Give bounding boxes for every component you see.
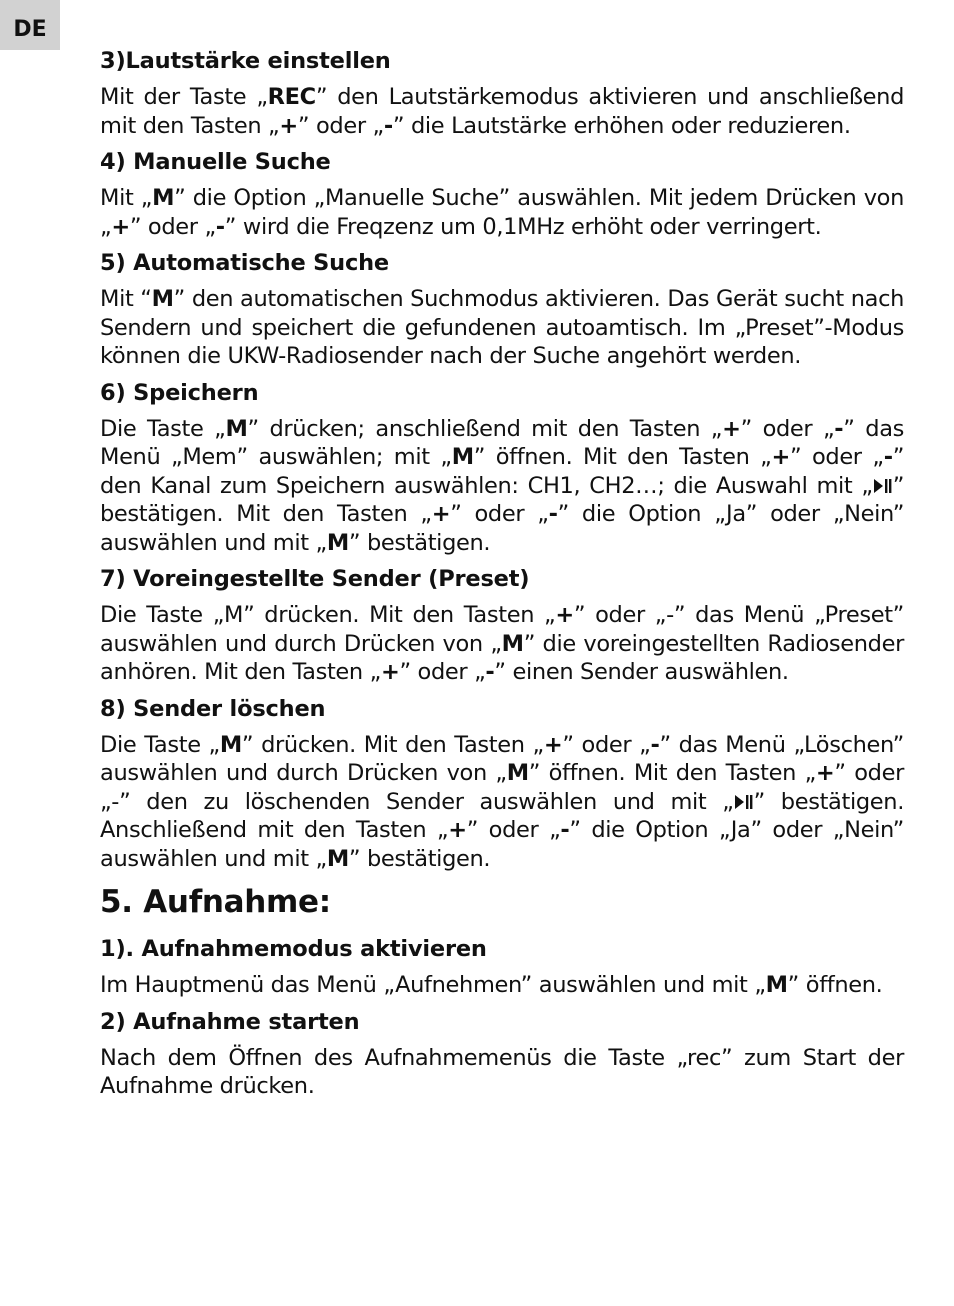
- text-run: ” die Option „Ja” oder „Nein” auswählen und mit „: [100, 817, 904, 872]
- key-label: -: [883, 444, 893, 470]
- key-label: M: [326, 845, 349, 872]
- section-subheading: 2) Aufnahme starten: [100, 1008, 360, 1035]
- text-run: ” einen Sender auswählen.: [494, 659, 789, 685]
- text-run: ” öffnen. Mit den Tasten „: [473, 444, 772, 470]
- manual-page-content: [100, 46, 904, 1108]
- key-label: +: [722, 415, 741, 442]
- text-run: Im Hauptmenü das Menü „Aufnehmen” auswählen und mit „: [100, 972, 766, 998]
- key-label: +: [815, 760, 835, 786]
- section-subheading: 3)Lautstärke einstellen: [100, 48, 391, 74]
- instruction-paragraph: [100, 1044, 904, 1101]
- text-run: ” oder „: [790, 444, 884, 470]
- text-run: ” bestätigen. Anschließend mit den Tasten „: [100, 788, 905, 843]
- instruction-paragraph: [100, 83, 904, 140]
- instruction-paragraph: [100, 415, 904, 558]
- section-heading: 5. Aufnahme:: [100, 884, 331, 920]
- instruction-paragraph: [100, 184, 904, 241]
- text-run: ” die Option „Manuelle Suche” auswählen. Mit jedem Drücken von „: [100, 185, 904, 240]
- key-label: M: [326, 529, 349, 556]
- key-label: M: [765, 972, 788, 998]
- key-label: +: [279, 112, 298, 139]
- play-pause-icon: [873, 477, 893, 495]
- text-run: ” den automatischen Suchmodus aktivieren. Das Gerät sucht nach Sendern und speichert die gefundenen autoamtisch. Im „Preset”-Modus können die UKW-Radiosender nach der Suche angehört werden.: [100, 286, 905, 369]
- text-run: ” den Kanal zum Speichern auswählen: CH1, CH2…; die Auswahl mit „: [100, 444, 904, 499]
- text-run: Mit der Taste „: [100, 84, 268, 110]
- text-run: Mit “: [100, 286, 152, 312]
- text-run: ” oder „: [450, 501, 549, 527]
- text-run: ” bestätigen. Mit den Tasten „: [100, 472, 904, 527]
- language-tab: DE: [0, 0, 60, 50]
- section-subheading: 5) Automatische Suche: [100, 250, 389, 276]
- text-run: ” das Menü „Mem” auswählen; mit „: [100, 415, 905, 470]
- instruction-paragraph: [100, 971, 904, 1000]
- key-label: M: [451, 444, 474, 470]
- text-run: ” oder „-” den zu löschenden Sender auswählen und mit „: [100, 760, 904, 815]
- text-run: ” oder „: [297, 112, 384, 139]
- section-subheading: 8) Sender löschen: [100, 695, 326, 722]
- text-run: ” oder „: [399, 659, 486, 685]
- text-run: ” den Lautstärkemodus aktivieren und anschließend mit den Tasten „: [100, 84, 905, 139]
- text-run: ” die Option „Ja” oder „Nein” auswählen und mit „: [100, 501, 904, 556]
- text-run: ” oder „: [466, 817, 561, 843]
- text-run: ” öffnen. Mit den Tasten „: [528, 760, 816, 786]
- text-run: ” wird die Freqzenz um 0,1MHz erhöht oder verringert.: [224, 213, 822, 240]
- text-run: ” das Menü „Löschen” auswählen und durch Drücken von „: [100, 731, 904, 786]
- key-label: +: [543, 731, 563, 758]
- key-label: +: [111, 213, 130, 240]
- key-label: M: [152, 185, 175, 211]
- text-run: ” bestätigen.: [348, 845, 491, 872]
- text-run: Mit „: [100, 185, 153, 211]
- key-label: +: [771, 444, 790, 470]
- text-run: Die Taste „M” drücken. Mit den Tasten „: [100, 602, 556, 628]
- key-label: +: [380, 659, 400, 685]
- key-label: M: [219, 731, 242, 758]
- instruction-paragraph: [100, 731, 904, 874]
- key-label: -: [834, 415, 844, 442]
- text-run: ” drücken; anschließend mit den Tasten „: [247, 415, 723, 442]
- key-label: -: [485, 659, 495, 685]
- key-label: +: [555, 602, 574, 628]
- text-run: ” bestätigen.: [348, 529, 491, 556]
- text-run: ” die Lautstärke erhöhen oder reduzieren.: [392, 112, 851, 139]
- text-run: Nach dem Öffnen des Aufnahmemenüs die Taste „rec” zum Start der Aufnahme drücken.: [100, 1044, 904, 1099]
- text-run: Die Taste „: [100, 415, 226, 442]
- key-label: -: [650, 731, 660, 758]
- section-subheading: 7) Voreingestellte Sender (Preset): [100, 566, 530, 592]
- key-label: M: [501, 630, 524, 657]
- key-label: M: [225, 415, 248, 442]
- text-run: Die Taste „: [100, 731, 220, 758]
- key-label: M: [506, 760, 529, 786]
- play-pause-icon: [734, 793, 754, 811]
- text-run: ” öffnen.: [787, 972, 883, 998]
- key-label: -: [548, 501, 558, 527]
- text-run: ” oder „-” das Menü „Preset” auswählen und durch Drücken von „: [100, 602, 904, 657]
- key-label: -: [215, 213, 225, 240]
- instruction-paragraph: [100, 285, 904, 371]
- text-run: ” oder „: [740, 415, 835, 442]
- instruction-paragraph: [100, 601, 904, 687]
- section-subheading: 1). Aufnahmemodus aktivieren: [100, 936, 487, 962]
- text-run: ” drücken. Mit den Tasten „: [241, 731, 544, 758]
- key-label: +: [431, 501, 451, 527]
- text-run: ” die voreingestellten Radiosender anhören. Mit den Tasten „: [100, 630, 904, 685]
- text-run: ” oder „: [562, 731, 651, 758]
- section-subheading: 4) Manuelle Suche: [100, 149, 331, 175]
- section-subheading: 6) Speichern: [100, 379, 259, 406]
- key-label: +: [448, 817, 467, 843]
- text-run: ” oder „: [129, 213, 216, 240]
- key-label: REC: [267, 84, 316, 110]
- key-label: -: [383, 112, 393, 139]
- key-label: M: [151, 286, 174, 312]
- key-label: -: [560, 817, 570, 843]
